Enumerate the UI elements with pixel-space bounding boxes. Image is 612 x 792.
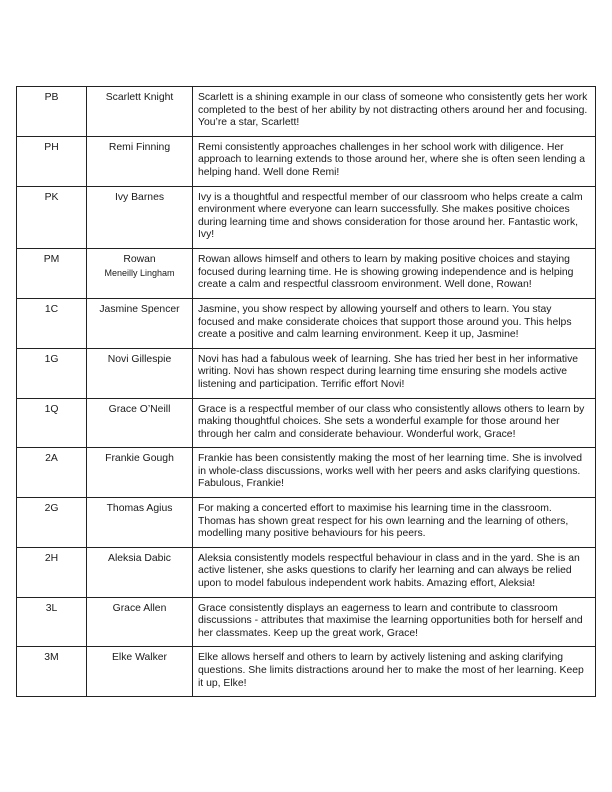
student-name: Elke Walker [111, 652, 168, 664]
class-code-cell: 3M [17, 647, 87, 697]
award-comment-cell: Remi consistently approaches challenges in her school work with diligence. Her approach to learning extends to those around her, where she is often seen lending a helping hand. Well done Remi! [193, 136, 596, 186]
student-name-cell [87, 547, 193, 597]
table-row [17, 498, 596, 548]
student-name-cell [87, 647, 193, 697]
student-name: Thomas Agius [106, 503, 173, 515]
class-code-cell: 1Q [17, 398, 87, 448]
student-name-cell [87, 398, 193, 448]
student-name-cell [87, 597, 193, 647]
table-row [17, 348, 596, 398]
student-name-cell [87, 448, 193, 498]
award-comment-cell: For making a concerted effort to maximise his learning time in the classroom. Thomas has shown great respect for his own learning and the learning of others, modelling many positive behaviours for his peers. [193, 498, 596, 548]
award-comment-cell: Aleksia consistently models respectful behaviour in class and in the yard. She is an active listener, she asks questions to clarify her learning and can always be relied upon to model fabulous independent work habits. Amazing effort, Aleksia! [193, 547, 596, 597]
class-code-cell: PH [17, 136, 87, 186]
class-code-cell: 1C [17, 298, 87, 348]
class-code-cell: PB [17, 87, 87, 137]
table-row [17, 448, 596, 498]
student-name: Frankie Gough [105, 453, 174, 465]
class-code-cell: PK [17, 186, 87, 248]
table-row [17, 298, 596, 348]
student-name-cell [87, 498, 193, 548]
table-row [17, 248, 596, 298]
table-row [17, 647, 596, 697]
awards-table [16, 86, 596, 697]
table-row [17, 186, 596, 248]
student-name: Aleksia Dabic [108, 552, 171, 564]
student-name: Scarlett Knight [105, 92, 174, 103]
award-comment-cell: Frankie has been consistently making the most of her learning time. She is involved in whole-class discussions, works well with her peers and asks clarifying questions. Fabulous, Frankie! [193, 448, 596, 498]
class-code-cell: PM [17, 248, 87, 298]
student-name-cell [87, 87, 193, 137]
class-code-cell: 3L [17, 597, 87, 647]
table-row [17, 87, 596, 137]
student-name: Jasmine Spencer [99, 303, 180, 315]
table-row [17, 136, 596, 186]
student-name-cell [87, 348, 193, 398]
student-name: Ivy Barnes [114, 191, 165, 203]
award-comment-cell: Rowan allows himself and others to learn by making positive choices and staying focused during learning time. He is showing growing independence and is helping create a calm and respectful classroom environment. Well done, Rowan! [193, 248, 596, 298]
table-row [17, 398, 596, 448]
class-code-cell: 2A [17, 448, 87, 498]
student-name-cell [87, 186, 193, 248]
student-name: Rowan [123, 253, 156, 265]
award-comment-cell: Novi has had a fabulous week of learning. She has tried her best in her informative writing. Novi has shown respect during learning time ensuring she models active listening and participation. Terrific effort Novi! [193, 348, 596, 398]
student-name: Grace O’Neill [108, 403, 171, 415]
class-code-cell: 1G [17, 348, 87, 398]
student-name-cell [87, 298, 193, 348]
awards-table-body [17, 87, 596, 697]
award-comment-cell: Ivy is a thoughtful and respectful member of our classroom who helps create a calm environment where everyone can learn successfully. She makes positive choices during learning time and shows consideration for those around her. Fantastic work, Ivy! [193, 186, 596, 248]
class-code-cell: 2H [17, 547, 87, 597]
student-name: Grace Allen [112, 602, 167, 614]
student-name: Novi Gillespie [107, 353, 172, 365]
table-row [17, 547, 596, 597]
award-comment-cell: Grace is a respectful member of our class who consistently allows others to learn by making thoughtful choices. She sets a wonderful example for those around her through her calm and considerate behaviour. Wonderful work, Grace! [193, 398, 596, 448]
award-comment-cell: Elke allows herself and others to learn by actively listening and asking clarifying questions. She limits distractions around her to make the most of her learning. Keep it up, Elke! [193, 647, 596, 697]
award-comment-cell: Grace consistently displays an eagerness to learn and contribute to classroom discussions - attributes that maximise the learning opportunities both for herself and her classmates. Keep up the great work, Grace! [193, 597, 596, 647]
table-row [17, 597, 596, 647]
award-comment-cell: Jasmine, you show respect by allowing yourself and others to learn. You stay focused and make considerate choices that support those around you. This helps create a positive and calm learning environment. Keep it up, Jasmine! [193, 298, 596, 348]
class-code-cell: 2G [17, 498, 87, 548]
student-name: Remi Finning [108, 141, 171, 153]
student-name-cell [87, 136, 193, 186]
award-comment-cell: Scarlett is a shining example in our class of someone who consistently gets her work completed to the best of her ability by not distracting others around her and focusing. You’re a star, Scarlett! [193, 87, 596, 137]
student-name-cell [87, 248, 193, 298]
student-surname: Meneilly Lingham [104, 267, 175, 278]
